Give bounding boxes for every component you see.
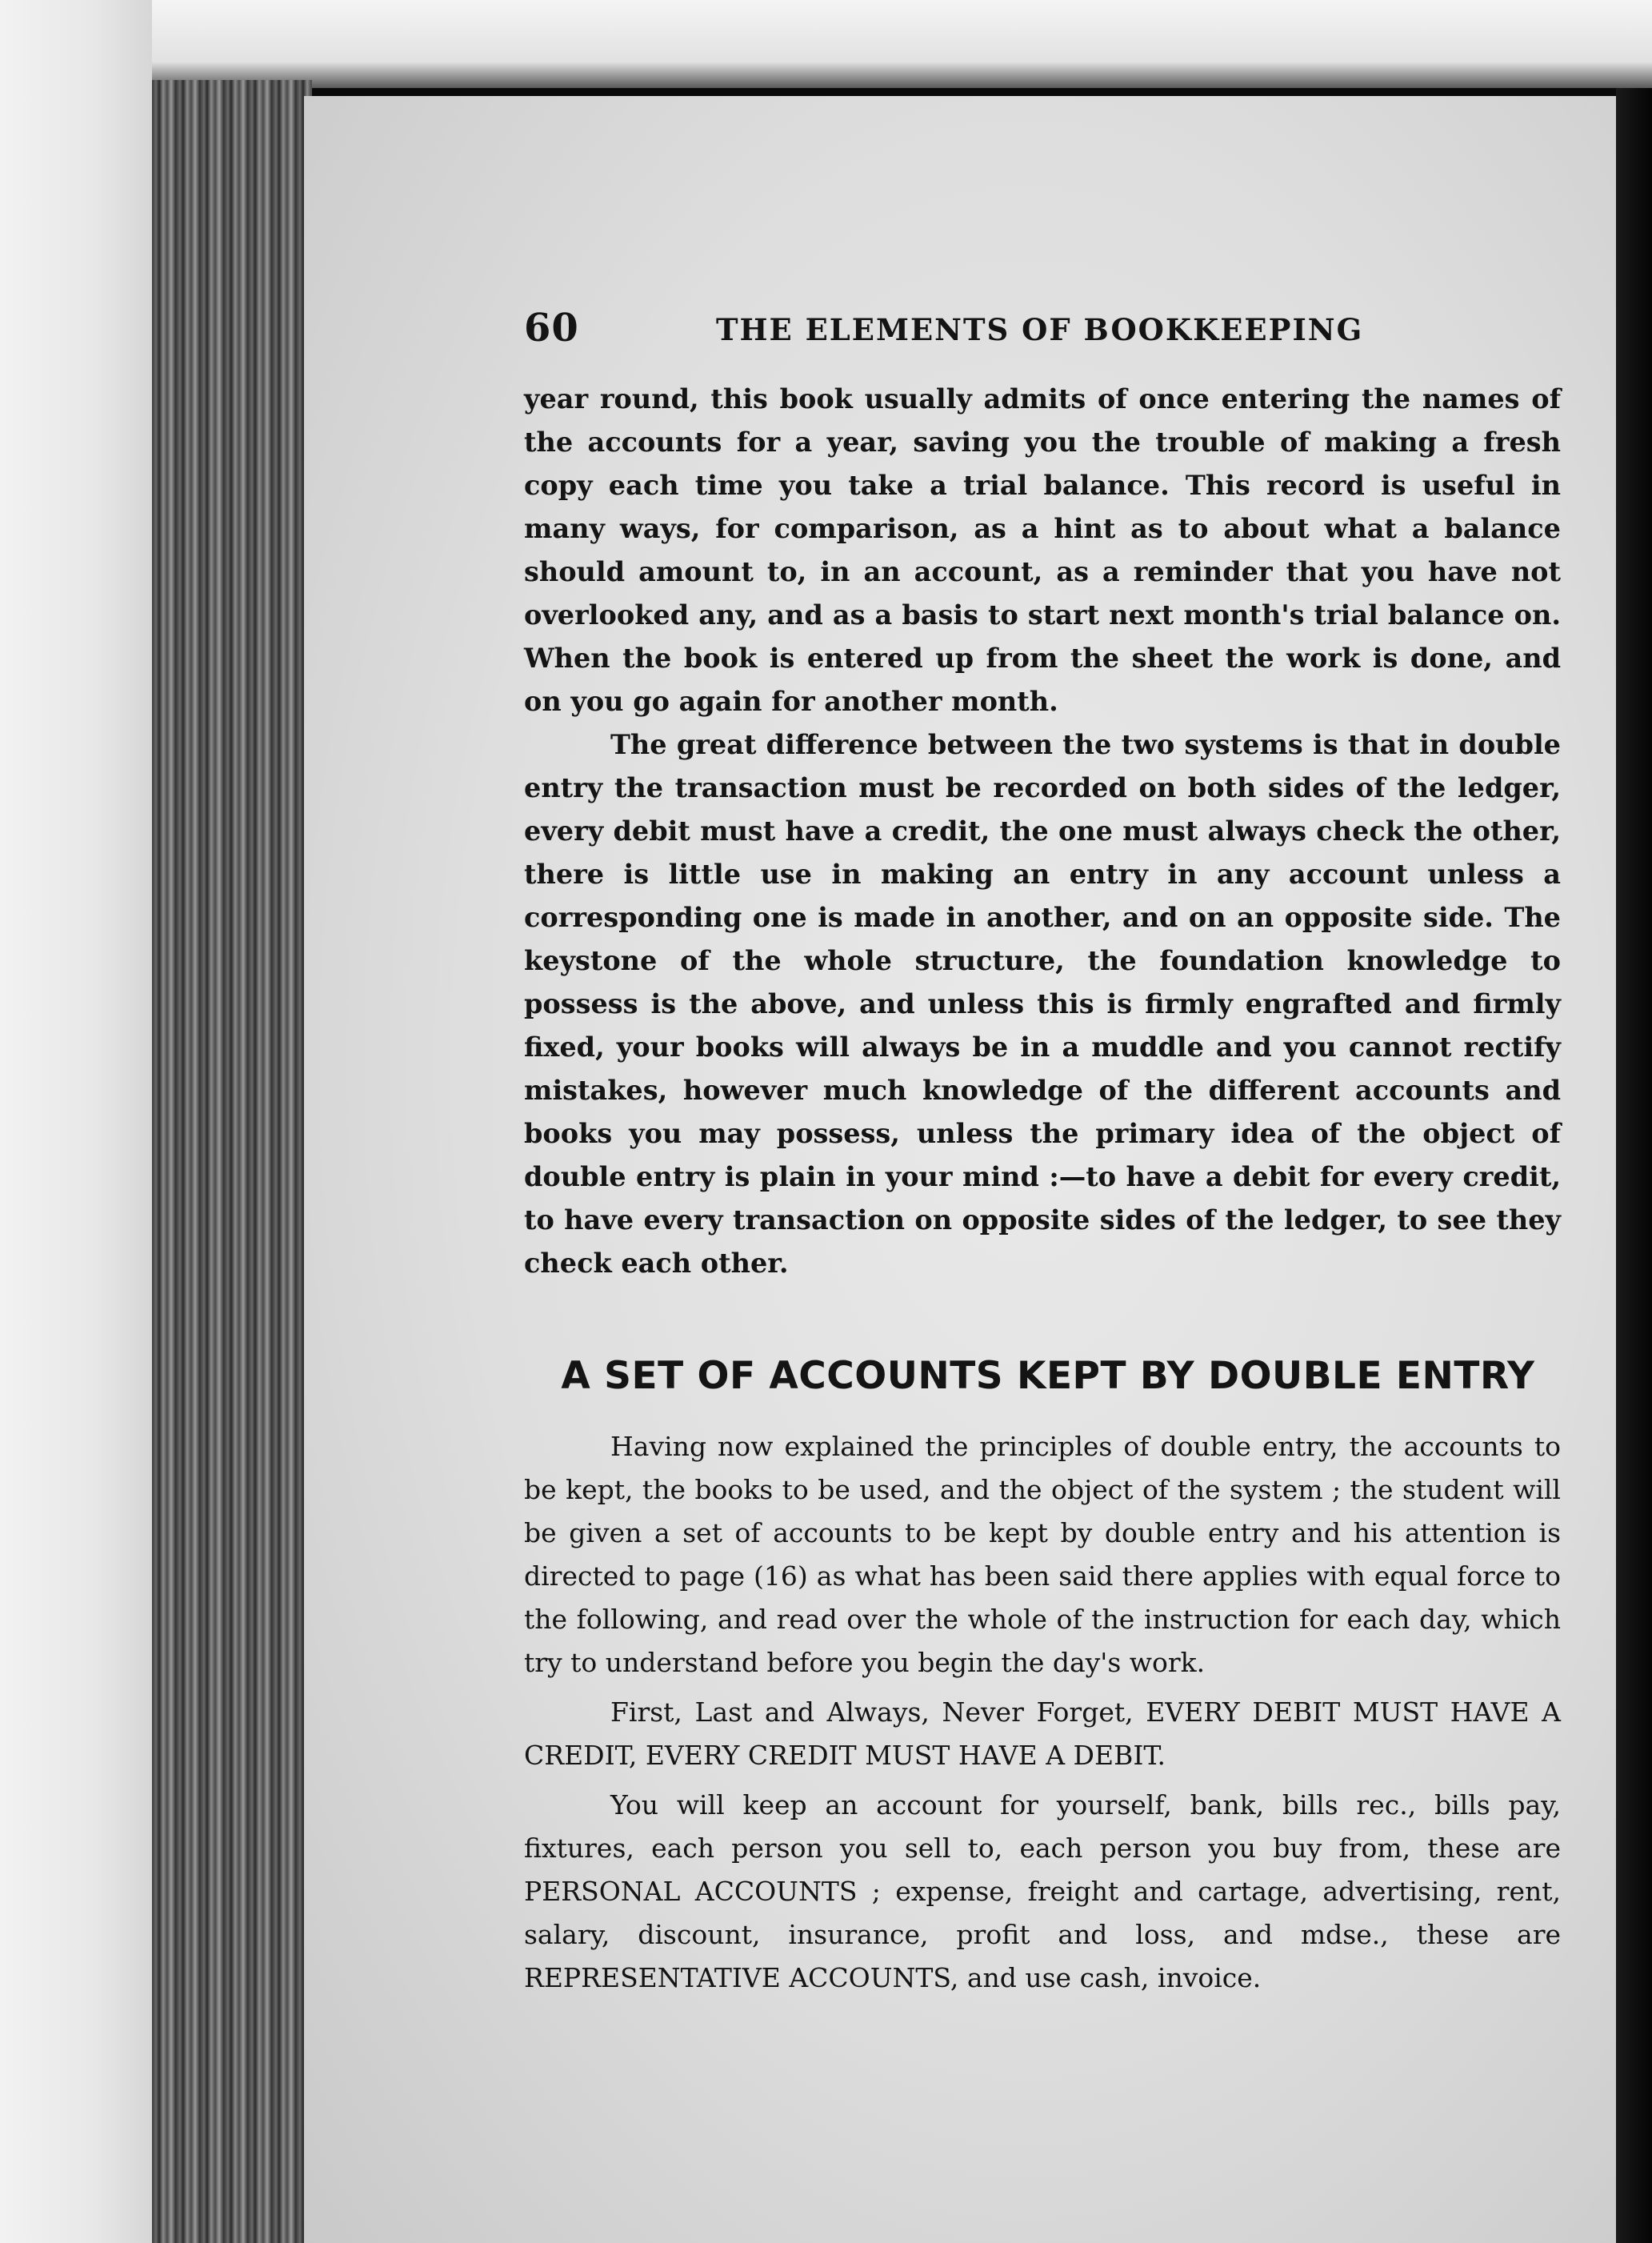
paragraph-double-entry-difference: The great difference between the two systems is that in double entry the transaction must be recorded on both sides of the ledger, every debit must have a credit, the one must always check the other, there is little use in making an entry in any account unless a corresponding one is made in another, and on an opposite side. The keystone of the whole structure, the foundation knowledge to possess is the above, and unless this is firmly engrafted and firmly fixed, your books will always be in a muddle and you cannot rectify mistakes, however much knowledge of the different accounts and books you may possess, unless the primary idea of the object of double entry is plain in your mind :—to have a debit for every credit, to have every transaction on opposite sides of the ledger, to see they check each other. <box>524 729 1561 1279</box>
page-text-block <box>524 306 1561 2000</box>
paragraph-rule: First, Last and Always, Never Forget, EVERY DEBIT MUST HAVE A CREDIT, EVERY CREDIT MUST HAVE A DEBIT. <box>524 1696 1561 1771</box>
book-page-edges <box>152 80 312 2243</box>
running-title: THE ELEMENTS OF BOOKKEEPING <box>716 312 1364 347</box>
scan-margin-top <box>152 0 1652 88</box>
paragraph-accounts-list: You will keep an account for yourself, bank, bills rec., bills pay, fixtures, each person you sell to, each person you buy from, these are PERSONAL ACCOUNTS ; expense, freight and cartage, advertising, rent, salary, discount, insurance, profit and loss, and mdse., these are REPRESENTATIVE ACCOUNTS, and use cash, invoice. <box>524 1789 1561 1993</box>
book-page <box>304 96 1616 2243</box>
paragraph-continued: year round, this book usually admits of once entering the names of the accounts for a year, saving you the trouble of making a fresh copy each time you take a trial balance. This record is useful in many ways, for comparison, as a hint as to about what a balance should amount to, in an account, as a reminder that you have not overlooked any, and as a basis to start next month's trial balance on. When the book is entered up from the sheet the work is done, and on you go again for another month. <box>524 383 1561 717</box>
paragraph-introduction: Having now explained the principles of double entry, the accounts to be kept, the books to be used, and the object of the system ; the student will be given a set of accounts to be kept by double entry and his attention is directed to page (16) as what has been said there applies with equal force to the following, and read over the whole of the instruction for each day, which try to understand before you begin the day's work. <box>524 1431 1561 1678</box>
page-number: 60 <box>524 306 579 350</box>
running-head <box>524 306 1561 354</box>
scan-margin-right <box>1616 88 1652 2243</box>
scan-margin-left <box>0 0 152 2243</box>
section-heading: A SET OF ACCOUNTS KEPT BY DOUBLE ENTRY <box>561 1354 1535 1398</box>
